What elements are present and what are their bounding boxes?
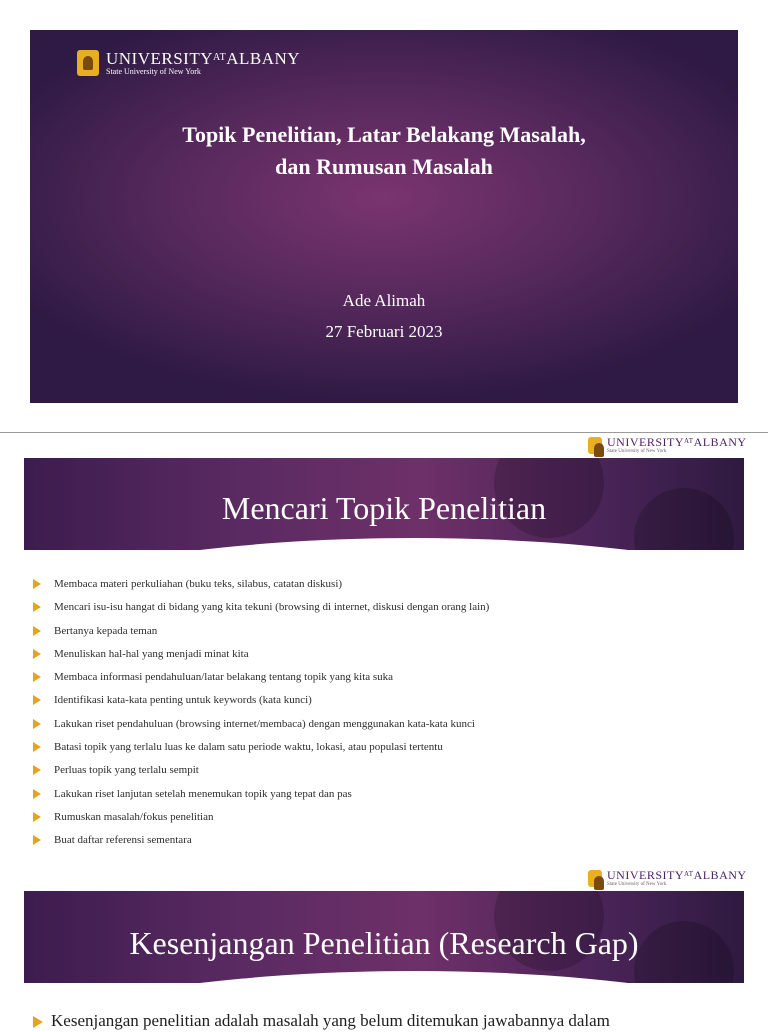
bullet-arrow-icon	[33, 649, 41, 659]
page-divider	[0, 432, 768, 433]
minerva-emblem-icon	[77, 50, 99, 76]
list-item: Mencari isu-isu hangat di bidang yang kita tekuni (browsing di internet, diskusi dengan orang lain)	[33, 598, 489, 621]
bullet-arrow-icon	[33, 765, 41, 775]
author-name: Ade Alimah	[342, 291, 426, 310]
slide-title-banner	[24, 891, 744, 983]
slide-title: Kesenjangan Penelitian (Research Gap)	[129, 925, 639, 961]
list-item: Membaca informasi pendahuluan/latar belakang tentang topik yang kita suka	[33, 668, 489, 691]
bullet-arrow-icon	[33, 672, 41, 682]
list-item: Bertanya kepada teman	[33, 622, 489, 645]
bullet-arrow-icon	[33, 626, 41, 636]
slide-title-banner	[24, 458, 744, 550]
university-logo: $UNIVERSITY^{AT}ALBANY$ State University of New York	[77, 50, 300, 76]
list-item: Lakukan riset pendahuluan (browsing internet/membaca) dengan menggunakan kata-kata kunci	[33, 715, 489, 738]
bullet-arrow-icon	[33, 789, 41, 799]
list-item: Lakukan riset lanjutan setelah menemukan topik yang tepat dan pas	[33, 785, 489, 808]
bullet-arrow-icon	[33, 579, 41, 589]
bullet-arrow-icon	[33, 835, 41, 845]
university-logo: $UNIVERSITY^{AT}ALBANY$ State University of New York	[588, 869, 747, 887]
university-logo: $UNIVERSITY^{AT}ALBANY$ State University of New York	[588, 436, 747, 454]
slide-title: Mencari Topik Penelitian	[221, 490, 547, 526]
title-slide	[30, 30, 738, 403]
list-item: Buat daftar referensi sementara	[33, 831, 489, 854]
minerva-emblem-icon	[588, 437, 602, 454]
list-item: Rumuskan masalah/fokus penelitian	[33, 808, 489, 831]
list-item: Batasi topik yang terlalu luas ke dalam satu periode waktu, lokasi, atau populasi tertentu	[33, 738, 489, 761]
bullet-list	[33, 575, 489, 855]
list-item: Kesenjangan penelitian adalah masalah yang belum ditemukan jawabannya dalam	[33, 1010, 743, 1032]
list-item: Menuliskan hal-hal yang menjadi minat kita	[33, 645, 489, 668]
minerva-emblem-icon	[588, 870, 602, 887]
bullet-arrow-icon	[33, 1016, 43, 1028]
list-item: Membaca materi perkuliahan (buku teks, silabus, catatan diskusi)	[33, 575, 489, 598]
list-item: Perluas topik yang terlalu sempit	[33, 761, 489, 784]
bullet-arrow-icon	[33, 742, 41, 752]
bullet-arrow-icon	[33, 812, 41, 822]
bullet-arrow-icon	[33, 695, 41, 705]
list-item: Identifikasi kata-kata penting untuk keywords (kata kunci)	[33, 691, 489, 714]
bullet-arrow-icon	[33, 602, 41, 612]
bullet-arrow-icon	[33, 719, 41, 729]
presentation-title: Topik Penelitian, Latar Belakang Masalah, dan Rumusan Masalah	[182, 122, 586, 179]
presentation-date: 27 Februari 2023	[325, 322, 443, 341]
